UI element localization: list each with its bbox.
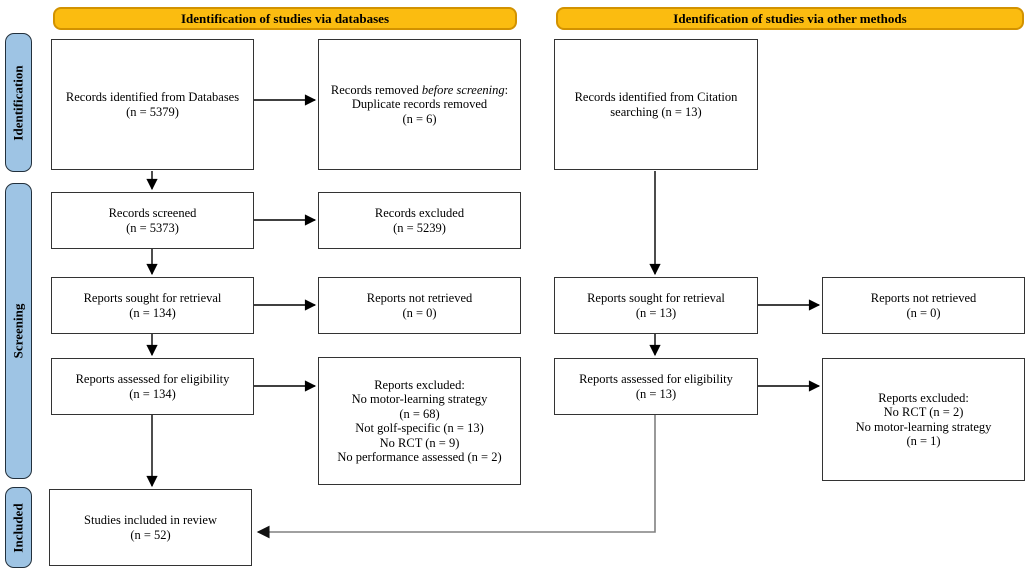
stage-screening bbox=[5, 183, 32, 479]
box-reports-excluded-databases bbox=[318, 357, 521, 485]
box-text-line: (n = 5373) bbox=[126, 220, 179, 235]
box-text-line bbox=[331, 83, 508, 98]
stage-screening-label: Screening bbox=[10, 303, 26, 359]
box-text-line: Reports excluded: bbox=[374, 377, 465, 392]
box-text-line: Reports excluded: bbox=[878, 390, 969, 405]
box-text-line: (n = 0) bbox=[402, 305, 437, 320]
box-text-line: Reports not retrieved bbox=[870, 291, 977, 305]
box-text-line: (n = 5379) bbox=[126, 104, 179, 119]
box-reports-assessed-other bbox=[554, 358, 758, 415]
box-records-identified-databases bbox=[51, 39, 254, 170]
box-text-line: Not golf-specific (n = 13) bbox=[355, 421, 484, 435]
box-text-line: searching (n = 13) bbox=[610, 104, 702, 119]
box-text-line: No performance assessed (n = 2) bbox=[337, 450, 502, 464]
stage-included bbox=[5, 487, 32, 568]
box-text-segment: Records removed bbox=[330, 82, 422, 97]
box-text-line: (n = 5239) bbox=[393, 220, 446, 235]
box-records-screened bbox=[51, 192, 254, 249]
box-text-line: Records excluded bbox=[374, 206, 465, 220]
banner-databases bbox=[53, 7, 517, 30]
box-text-line: Records identified from Citation bbox=[574, 90, 738, 104]
box-records-excluded bbox=[318, 192, 521, 249]
box-text-line: Reports sought for retrieval bbox=[83, 291, 222, 305]
stage-included-label: Included bbox=[10, 502, 26, 553]
box-text-line: Reports assessed for eligibility bbox=[75, 372, 230, 386]
box-text-line: Reports assessed for eligibility bbox=[579, 372, 733, 386]
box-text-line: (n = 134) bbox=[129, 305, 176, 320]
box-reports-excluded-other bbox=[822, 358, 1025, 481]
banner-other-methods bbox=[556, 7, 1024, 30]
box-text-line: Studies included in review bbox=[84, 513, 217, 527]
box-studies-included bbox=[49, 489, 252, 566]
box-text-line: (n = 13) bbox=[635, 305, 677, 320]
box-records-removed-before-screening bbox=[318, 39, 521, 170]
box-reports-not-retrieved-other bbox=[822, 277, 1025, 334]
stage-identification-label: Identification bbox=[10, 64, 26, 141]
box-text-segment: : bbox=[504, 82, 509, 97]
box-reports-assessed-databases bbox=[51, 358, 254, 415]
box-text-line: Records screened bbox=[108, 206, 197, 220]
box-reports-sought-other bbox=[554, 277, 758, 334]
box-text-line: No RCT (n = 9) bbox=[379, 435, 460, 450]
box-text-line: (n = 68) bbox=[399, 406, 440, 421]
box-reports-sought-databases bbox=[51, 277, 254, 334]
box-text-line: (n = 134) bbox=[129, 386, 176, 401]
box-records-identified-citation bbox=[554, 39, 758, 170]
banner-databases-label: Identification of studies via databases bbox=[180, 10, 390, 26]
box-text-italic: before screening bbox=[421, 82, 505, 97]
box-text-line: Duplicate records removed bbox=[351, 97, 488, 112]
box-text-line: (n = 1) bbox=[906, 434, 941, 448]
box-text-line: Reports sought for retrieval bbox=[587, 291, 725, 305]
box-text-line: Reports not retrieved bbox=[366, 291, 473, 305]
box-text-line: (n = 0) bbox=[906, 305, 941, 320]
box-reports-not-retrieved-databases bbox=[318, 277, 521, 334]
box-text-line: (n = 52) bbox=[130, 527, 171, 542]
box-text-line: No RCT (n = 2) bbox=[883, 405, 964, 419]
box-text-line: Records identified from Databases bbox=[65, 90, 240, 104]
banner-other-methods-label: Identification of studies via other methods bbox=[673, 10, 907, 26]
box-text-line: (n = 6) bbox=[402, 111, 437, 126]
stage-identification bbox=[5, 33, 32, 172]
box-text-line: No motor-learning strategy bbox=[855, 419, 992, 434]
box-text-line: (n = 13) bbox=[635, 386, 677, 401]
box-text-line: No motor-learning strategy bbox=[351, 392, 488, 406]
